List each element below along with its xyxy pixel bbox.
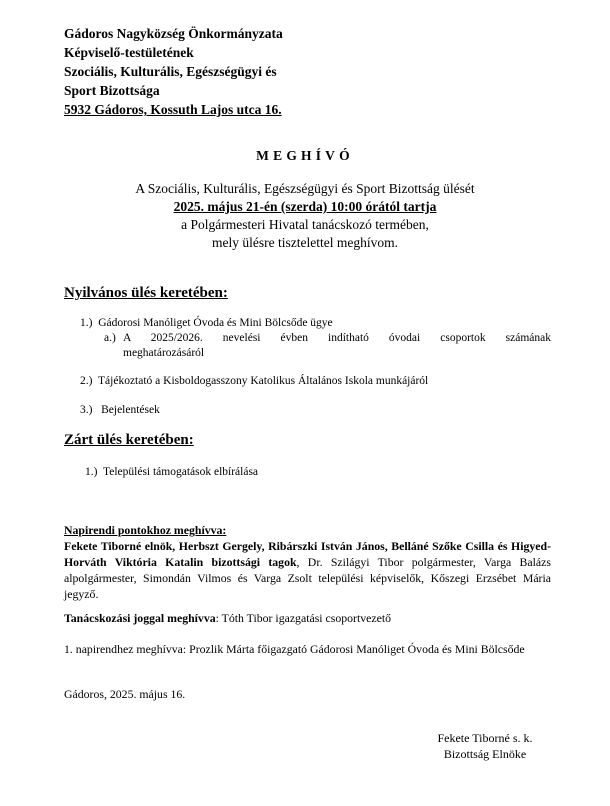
agenda-item-text: Tájékoztató a Kisboldogasszony Katolikus Általános Iskola munkájáról (98, 375, 429, 387)
signatory-name: Fekete Tiborné s. k. (437, 731, 533, 745)
agenda-item (80, 374, 428, 389)
letterhead-line: Sport Bizottsága (64, 83, 160, 98)
intro-paragraph (60, 180, 550, 252)
letterhead (64, 24, 283, 119)
advisory-text: : Tóth Tibor igazgatási csoportvezető (215, 611, 392, 625)
document-date: Gádoros, 2025. május 16. (64, 687, 186, 701)
committee-members: Fekete Tiborné elnök, Herbszt Gergely, Ribárszki István János, Belláné Szőke Csilla és Higyed-Horváth Viktória Katalin bizottsági tagok (64, 539, 551, 569)
signatory-role: Bizottság Elnöke (443, 747, 527, 761)
agenda-item-number: 1.) (85, 466, 98, 478)
agenda-item (85, 465, 258, 480)
agenda-subitem-text: meghatározásáról (123, 347, 205, 359)
document-title: MEGHÍVÓ (256, 148, 354, 163)
agenda-item (80, 403, 160, 418)
agenda-item-text: Települési támogatások elbírálása (103, 466, 259, 478)
intro-line: mely ülésre tisztelettel meghívom. (212, 235, 398, 250)
agenda-item-number: 1.) (80, 317, 93, 329)
agenda-invite-paragraph: 1. napirendhez meghívva: Prozlik Márta főigazgató Gádorosi Manóliget Óvoda és Mini Bölcsőde (64, 642, 525, 656)
letterhead-line: Gádoros Nagyközség Önkormányzata (64, 26, 283, 41)
signature-block (420, 730, 550, 762)
agenda-subitem-label: a.) (104, 332, 116, 344)
letterhead-line: Szociális, Kulturális, Egészségügyi és (64, 64, 277, 79)
public-session-heading: Nyilvános ülés keretében: (64, 285, 228, 301)
letterhead-address: 5932 Gádoros, Kossuth Lajos utca 16. (64, 102, 282, 117)
meeting-datetime: 2025. május 21-én (szerda) 10:00 órától tartja (173, 199, 437, 214)
closed-session-heading: Zárt ülés keretében: (64, 432, 194, 448)
agenda-item-text: Gádorosi Manóliget Óvoda és Mini Bölcsőde ügye (98, 317, 333, 329)
intro-line: a Polgármesteri Hivatal tanácskozó termében, (181, 217, 429, 232)
agenda-item-number: 2.) (80, 375, 93, 387)
agenda-item (80, 316, 333, 331)
agenda-item-text: Bejelentések (101, 404, 160, 416)
letterhead-line: Képviselő-testületének (64, 45, 194, 60)
agenda-subitem-text: A 2025/2026. nevelési évben indítható óvodai csoportok számának (123, 332, 551, 344)
advisory-paragraph (64, 610, 551, 626)
invited-paragraph (64, 522, 551, 602)
agenda-subitem (104, 331, 551, 361)
intro-line: A Szociális, Kulturális, Egészségügyi és Sport Bizottság ülését (135, 181, 475, 196)
invited-heading: Napirendi pontokhoz meghívva: (64, 523, 227, 537)
advisory-label: Tanácskozási joggal meghívva (64, 611, 216, 625)
invited-list (64, 538, 551, 602)
other-invitees: , Dr. Szilágyi Tibor polgármester, Varga Balázs alpolgármester, Simondán Vilmos és Varga Zsolt települési képviselők, Kőszegi Erzsébet Mária jegyző. (64, 555, 551, 601)
agenda-item-number: 3.) (80, 404, 93, 416)
